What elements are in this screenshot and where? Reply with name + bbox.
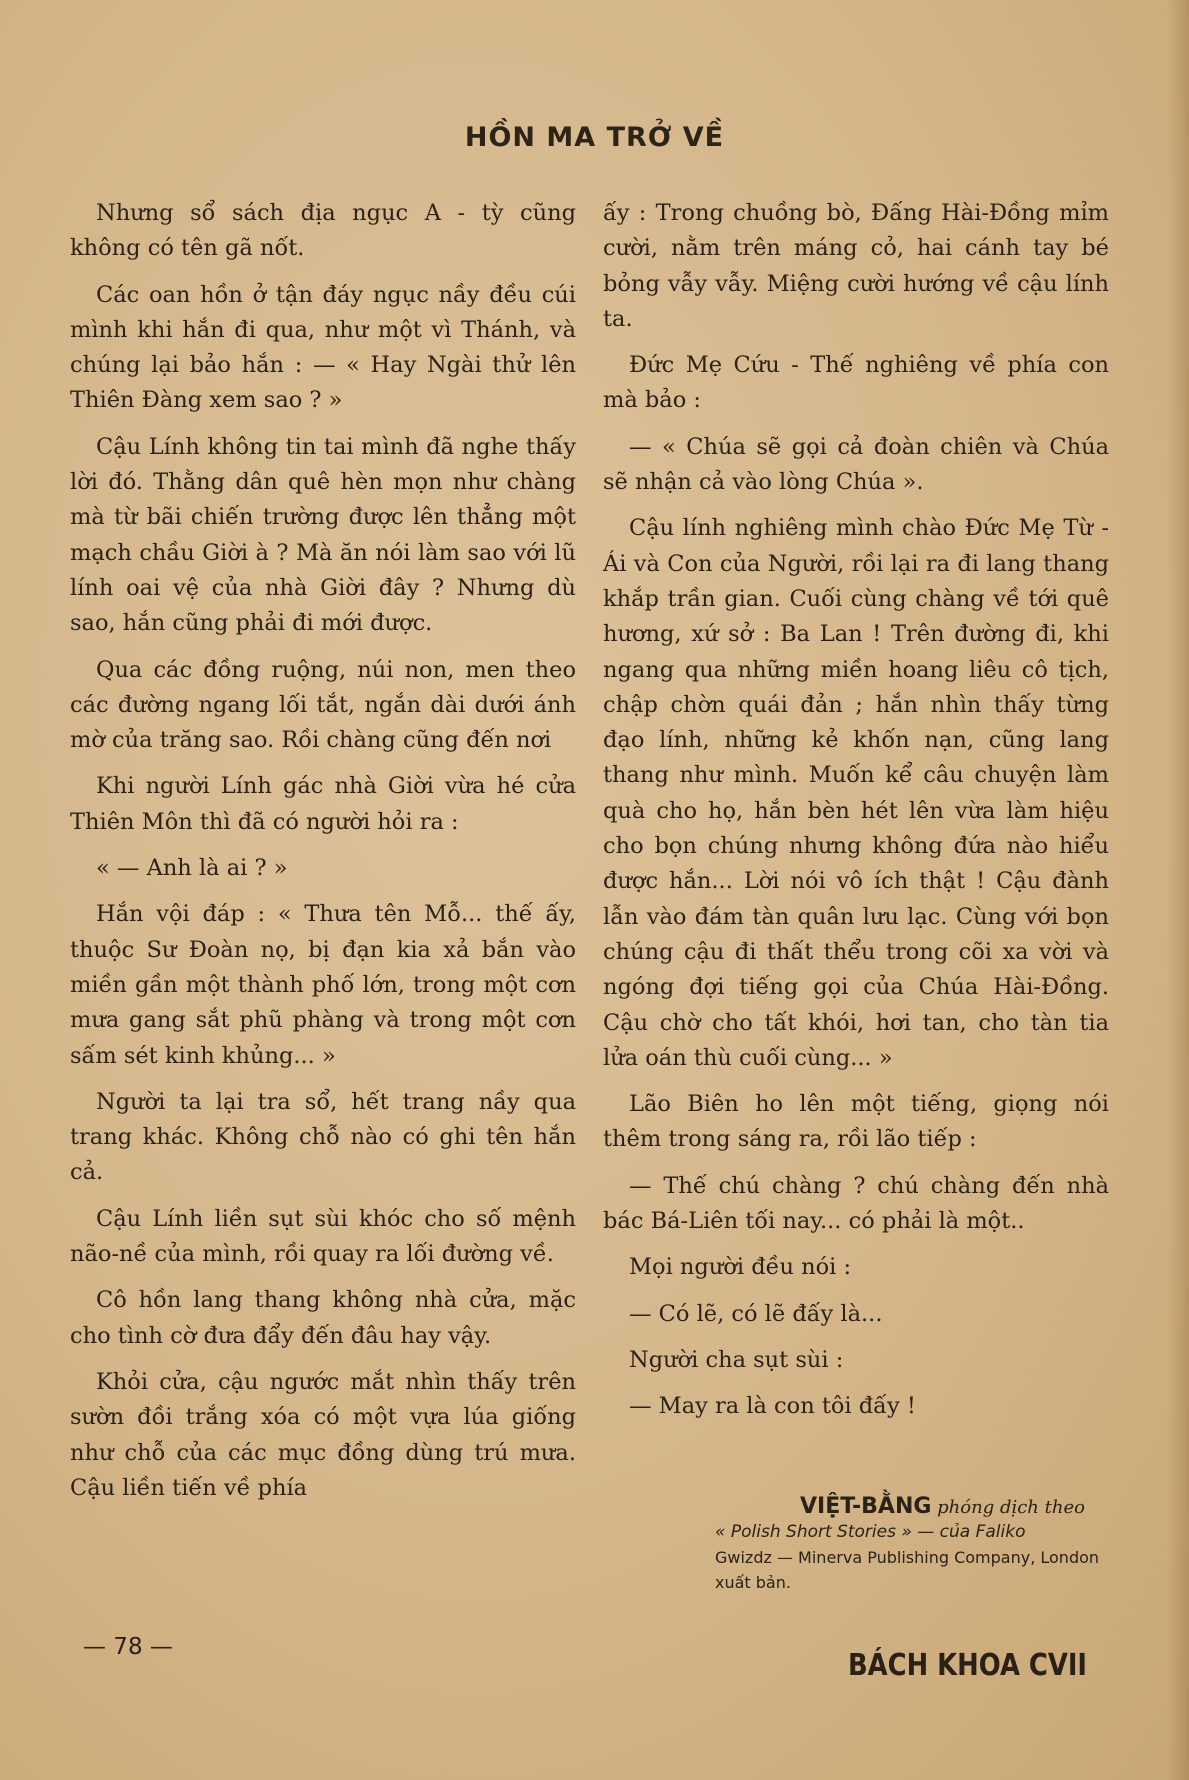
paragraph: Người ta lại tra sổ, hết trang nầy qua trang khác. Không chỗ nào có ghi tên hắn cả.	[70, 1088, 576, 1186]
paragraph: Cô hồn lang thang không nhà cửa, mặc cho tình cờ đưa đẩy đến đâu hay vậy.	[70, 1287, 576, 1349]
paragraph: Cậu Lính không tin tai mình đã nghe thấy lời đó. Thằng dân quê hèn mọn như chàng mà từ bãi chiến trường được lên thẳng một mạch chầu Giời à ? Mà ăn nói làm sao với lũ lính oai vệ của nhà Giời đây ? Nhưng dù sao, hắn cũng phải đi mới được.	[70, 433, 576, 637]
paragraph: — Có lẽ, có lẽ đấy là...	[629, 1300, 883, 1327]
paragraph: Cậu lính nghiêng mình chào Đức Mẹ Từ - Ái và Con của Người, rồi lại ra đi lang thang khắp trần gian. Cuối cùng chàng về tới quê hương, xứ sở : Ba Lan ! Trên đường đi, khi ngang qua những miền hoang liêu cô tịch, chập chờn quái đản ; hắn nhìn thấy từng đạo lính, những kẻ khốn nạn, cũng lang thang như mình. Muốn kể câu chuyện làm quà cho họ, hắn bèn hét lên vừa làm hiệu cho bọn chúng nhưng không đứa nào hiểu được hắn... Lời nói vô ích thật ! Cậu đành lẫn vào đám tàn quân lưu lạc. Cùng với bọn chúng cậu đi thất thểu trong cõi xa vời và ngóng đợi tiếng gọi của Chúa Hài-Đồng. Cậu chờ cho tất khói, hơi tan, cho tàn tia lửa oán thù cuối cùng... »	[603, 515, 1109, 1071]
paragraph: — May ra là con tôi đấy !	[629, 1393, 916, 1420]
paragraph: Khi người Lính gác nhà Giời vừa hé cửa Thiên Môn thì đã có người hỏi ra :	[70, 773, 576, 835]
paragraph: Nhưng sổ sách địa ngục A - tỳ cũng không có tên gã nốt.	[70, 200, 576, 262]
paragraph: Cậu Lính liền sụt sùi khóc cho số mệnh não-nề của mình, rồi quay ra lối đường về.	[70, 1205, 576, 1268]
paragraph: Lão Biên ho lên một tiếng, giọng nói thêm trong sáng ra, rồi lão tiếp :	[603, 1091, 1109, 1153]
magazine-title: BÁCH KHOA CVII	[848, 1648, 1088, 1683]
paragraph: Người cha sụt sùi :	[629, 1346, 844, 1373]
paragraph: Khỏi cửa, cậu ngước mắt nhìn thấy trên sườn đồi trắng xóa có một vựa lúa giống như chỗ của các mục đồng dùng trú mưa. Cậu liền tiến về phía	[70, 1368, 576, 1501]
paragraph: Qua các đồng ruộng, núi non, men theo các đường ngang lối tắt, ngắn dài dưới ánh mờ của trăng sao. Rồi chàng cũng đến nơi	[70, 656, 576, 754]
author-name: VIỆT-BẰNG	[800, 1494, 932, 1519]
paragraph: « — Anh là ai ? »	[96, 855, 288, 882]
running-title: HỒN MA TRỞ VỀ	[464, 122, 725, 153]
paragraph: Hắn vội đáp : « Thưa tên Mỗ... thế ấy, thuộc Sư Đoàn nọ, bị đạn kia xả bắn vào miền gần một thành phố lớn, trong một cơn mưa gang sắt phũ phàng và trong một cơn sấm sét kinh khủng... »	[70, 901, 576, 1069]
page-number: — 78 —	[83, 1634, 173, 1660]
paragraph: Các oan hồn ở tận đáy ngục nầy đều cúi mình khi hắn đi qua, như một vì Thánh, và chúng lại bảo hắn : — « Hay Ngài thử lên Thiên Đàng xem sao ? »	[70, 281, 576, 414]
translation-note: phóng dịch theo	[937, 1497, 1085, 1518]
publisher-line: Gwizdz — Minerva Publishing Company, London xuất bản.	[715, 1548, 1100, 1592]
paragraph: — « Chúa sẽ gọi cả đoàn chiên và Chúa sẽ nhận cả vào lòng Chúa ».	[603, 433, 1109, 496]
paragraph: Đức Mẹ Cứu - Thế nghiêng về phía con mà bảo :	[603, 352, 1109, 414]
paragraph: — Thế chú chàng ? chú chàng đến nhà bác Bá-Liên tối nay... có phải là một..	[603, 1172, 1109, 1235]
paragraph: Mọi người đều nói :	[629, 1254, 852, 1281]
translation-credit	[715, 1494, 1115, 1595]
paragraph: ấy : Trong chuồng bò, Đấng Hài-Đồng mỉm cười, nằm trên máng cỏ, hai cánh tay bé bỏng vẫy vẫy. Miệng cười hướng về cậu lính ta.	[603, 200, 1109, 332]
source-title: « Polish Short Stories » — của Faliko	[715, 1522, 1026, 1542]
left-column	[70, 196, 576, 1517]
right-column	[603, 196, 1109, 1436]
